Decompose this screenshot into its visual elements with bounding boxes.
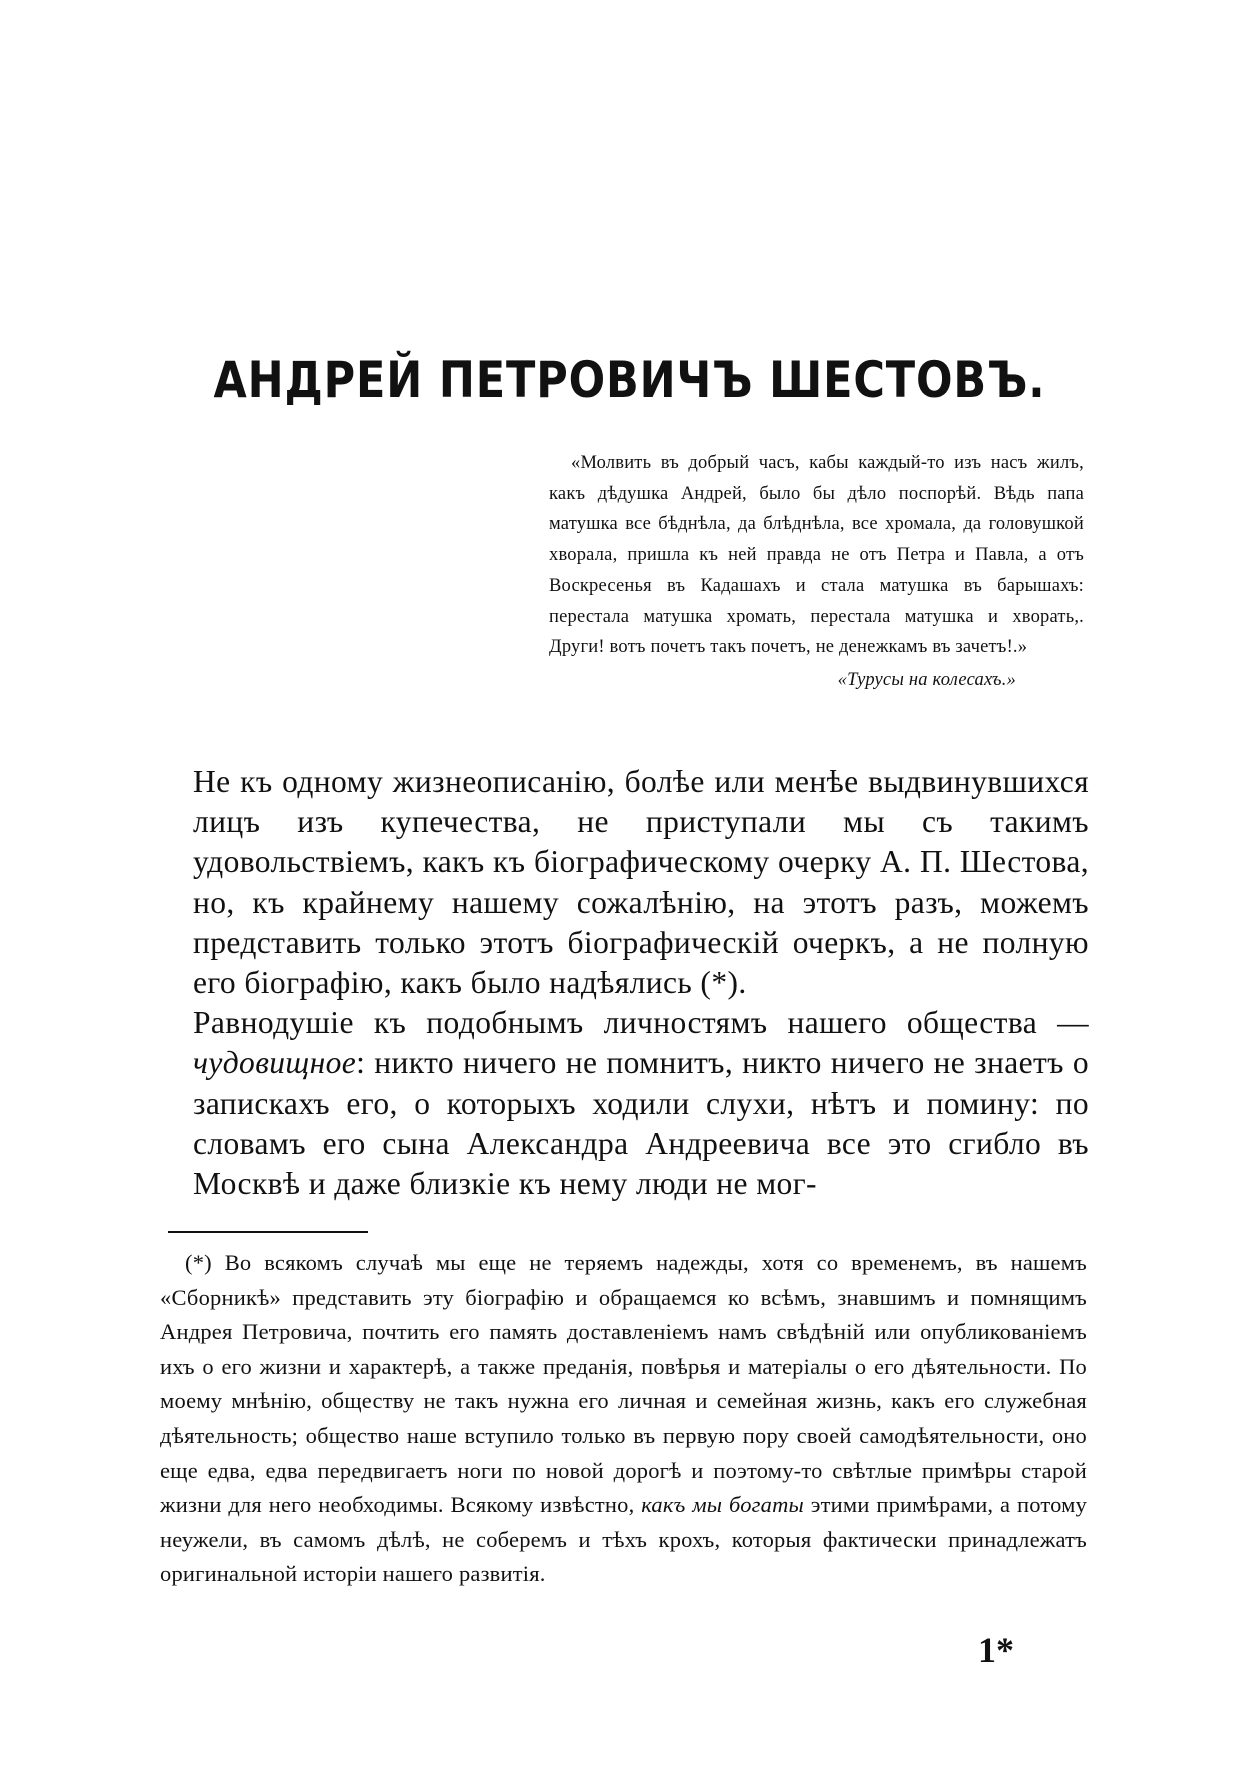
epigraph-quote: «Молвить въ добрый часъ, кабы каждый-то изъ насъ жилъ, какъ дѣдушка Андрей, было бы дѣло поспорѣй. Вѣдь папа матушка все бѣднѣла, да блѣднѣла, все хромала, да головушкой хворала, пришла къ ней правда не отъ Петра и Павла, а отъ Воскресенья въ Кадашахъ и стала матушка въ барышахъ: перестала матушка хромать, перестала матушка и хворать,. Други! вотъ почетъ такъ почетъ, не денежкамъ въ зачетъ!.»	[549, 453, 1084, 658]
footnote-text	[160, 1246, 1087, 1592]
footnote-part-2: этими примѣрами, а потому неужели, въ самомъ дѣлѣ, не соберемъ и тѣхъ крохъ, которыя фактически принадлежатъ оригинальной исторіи нашего развитія.	[160, 1492, 1088, 1587]
epigraph	[549, 448, 1084, 696]
paragraph-2-start: Равнодушіе къ подобнымъ личностямъ нашего общества —	[193, 1005, 1089, 1041]
chapter-title: АНДРЕЙ ПЕТРОВИЧЪ ШЕСТОВЪ.	[213, 351, 1046, 409]
main-text	[193, 762, 1089, 1204]
epigraph-source: «Турусы на колесахъ.»	[837, 669, 1016, 690]
paragraph-2-italic: чудовищное	[193, 1045, 357, 1081]
footnote-part-1: (*) Во всякомъ случаѣ мы еще не теряемъ надежды, хотя со временемъ, въ нашемъ «Сборникѣ» представить эту біографію и обращаемся ко всѣмъ, знавшимъ и помнящимъ Андрея Петровича, почтить его память доставленіемъ намъ свѣдѣній или опубликованіемъ ихъ о его жизни и характерѣ, а также преданія, повѣрья и матеріалы о его дѣятельности. По моему мнѣнію, обществу не такъ нужна его личная и семейная жизнь, какъ его служебная дѣятельность; общество наше вступило только въ первую пору своей самодѣятельности, оно еще едва, едва передвигаетъ ноги по новой дорогѣ и поэтому-то свѣтлые примѣры старой жизни для него необходимы. Всякому извѣстно,	[160, 1250, 1087, 1518]
footnote-rule	[168, 1231, 368, 1233]
footnote	[160, 1246, 1087, 1592]
signature-mark: 1*	[978, 1630, 1014, 1670]
paragraph-1: Не къ одному жизнеописанію, болѣе или менѣе выдвинувшихся лицъ изъ купечества, не приступали мы съ такимъ удовольствіемъ, какъ къ біографическому очерку А. П. Шестова, но, къ крайнему нашему сожалѣнію, на этотъ разъ, можемъ представить только этотъ біографическій очеркъ, а не полную его біографію, какъ было надѣялись (*).	[193, 764, 1089, 1001]
footnote-italic: какъ мы богаты	[641, 1492, 804, 1518]
paragraph-2-rest: : никто ничего не помнитъ, никто ничего не знаетъ о запискахъ его, о которыхъ ходили слухи, нѣтъ и помину: по словамъ его сына Александра Андреевича все это сгибло въ Москвѣ и даже близкіе къ нему люди не мог-	[193, 1045, 1089, 1202]
paragraph-2	[193, 1003, 1089, 1204]
